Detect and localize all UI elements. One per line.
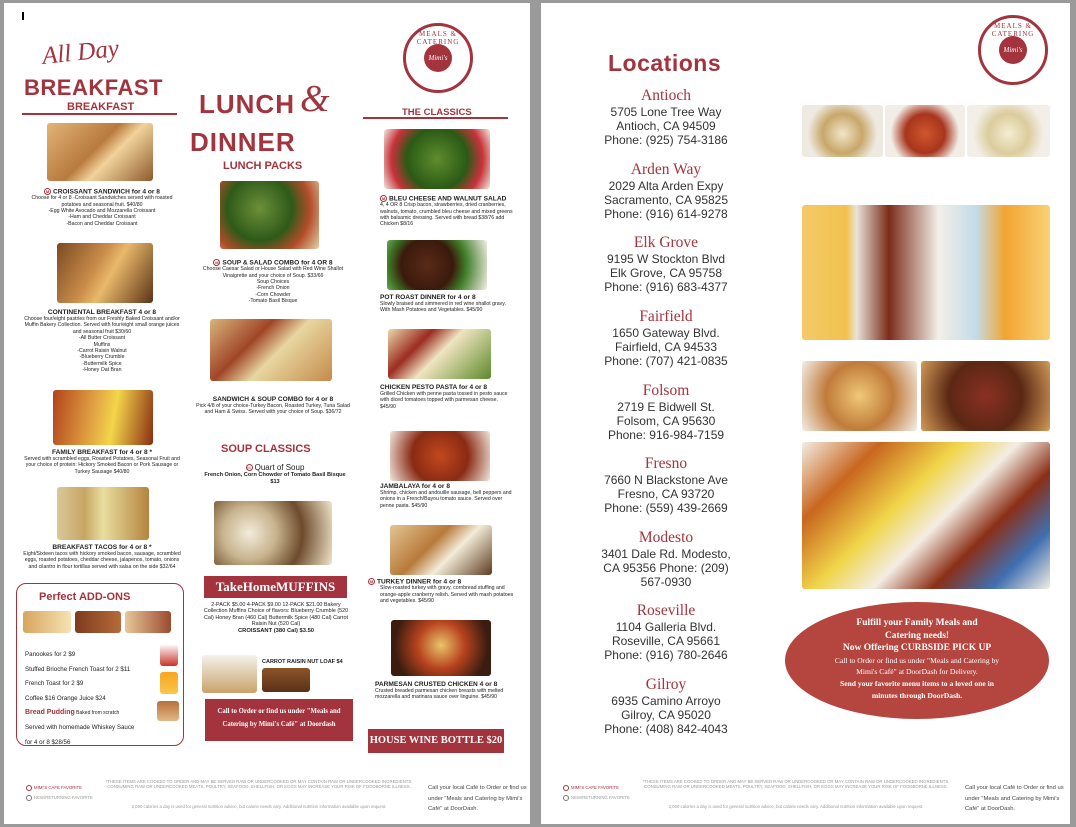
onion-soup-photo [802, 105, 883, 157]
favorite-icon [26, 785, 32, 791]
favorite-icon: M [381, 196, 386, 201]
carrot-loaf-photo [262, 668, 310, 692]
favorite-icon: M [369, 579, 374, 584]
call-note: Call your local Café to Order or find us under "Meals and Catering by Mimi's Café" at DoorDash. [965, 785, 1064, 812]
parmesan-chicken-section: PARMESAN CRUSTED CHICKEN 4 or 8 Crusted breaded parmesan chicken breasts with melted mozzarella and marinara sauce over linguine. $45/90 [375, 681, 504, 701]
addons-list: Panookes for 2 $9 Stuffed Brioche French Toast for 2 $11 French Toast for 2 $9 Coffee $16 Orange Juice $24 Bread Pudding Baked from scratch Served with homemade Whiskey Sauce for 4 or 8 $28/56 [25, 651, 135, 746]
sandwich-photo [210, 319, 332, 381]
soup-classics-heading: SOUP CLASSICS [221, 443, 311, 455]
breakfast-heading: BREAKFAST [24, 75, 163, 100]
all-day-script: All Day [40, 35, 121, 70]
croissant-section: M CROISSANT SANDWICH for 4 or 8 Choose for 4 or 8 -Croissant Sandwiches served with roasted potatoes and seasonal fruit. $40/80 -Egg White Avocado and Mozzarella Croissant -Ham and Cheddar Croissant -Bacon and Cheddar Croissant [31, 188, 173, 227]
addons-box [16, 583, 184, 746]
addons-title: Perfect ADD-ONS [39, 591, 131, 603]
location-arden-way: Arden Way 2029 Alta Arden Expy Sacramento, CA 95825 Phone: (916) 614-9278 [603, 161, 729, 222]
pesto-pasta-section: CHICKEN PESTO PASTA for 4 or 8 Grilled Chicken with penne pasta tossed in pesto sauce with diced tomatoes topped with parmesan cheese. $45/90 [380, 384, 508, 410]
new-icon [563, 795, 569, 801]
bleu-salad-section: M BLEU CHEESE AND WALNUT SALAD 4, 4 OR 8 Crisp bacon, strawberries, dried cranberries, walnuts, tomato, crumbled bleu cheese and mixed greens with balsamic dressing. Served with bread $38/76 add Chicken $8/16 [380, 195, 513, 228]
meals-catering-logo: Mimi's MEALS & CATERING [978, 15, 1048, 85]
sandwich-soup-section: SANDWICH & SOUP COMBO for 4 or 8 Pick 4/8 of your choice-Turkey Bacon, Roasted Turkey, Tuna Salad and Ham & Swiss. Served with your choice of Soup. $36/72 [196, 396, 350, 416]
disclaimer: *THESE ITEMS ARE COOKED TO ORDER AND MAY BE SERVED RAW OR UNDERCOOKED OR MAY CONTAIN RAW OR UNDERCOOKED INGREDIENTS. CONSUMING RAW OR UNDERCOOKED MEATS, POULTRY, SEAFOOD, SHELLFISH, OR EGGS MAY INCREASE YOUR RISK OF FOODBORNE ILLNESS. [105, 779, 413, 790]
turkey-dinner-photo [390, 525, 492, 575]
doordash-banner[interactable]: Call to Order or find us under "Meals and Catering by Mimi's Café" at Doordash [205, 699, 353, 741]
bread-pudding-photo [157, 701, 179, 721]
family-meal-photo [802, 442, 1050, 589]
disclaimer: *THESE ITEMS ARE COOKED TO ORDER AND MAY BE SERVED RAW OR UNDERCOOKED OR MAY CONTAIN RAW OR UNDERCOOKED INGREDIENTS. CONSUMING RAW OR UNDERCOOKED MEATS, POULTRY, SEAFOOD, SHELLFISH, OR EGGS MAY INCREASE YOUR RISK OF FOODBORNE ILLNESS. [642, 779, 950, 790]
family-breakfast-section: FAMILY BREAKFAST for 4 or 8 * Served with scrambled eggs, Roasted Potatoes, Seasonal Fruit and your choice of protein: Hickory Smoked Bacon or Pork Sausage or Turkey Sausage $40/80 [24, 449, 180, 475]
wine-banner: HOUSE WINE BOTTLE $20 [368, 729, 504, 753]
quart-soup-section: M Quart of Soup French Onion, Corn Chowder of Tomato Basil Bisque $13 [204, 463, 346, 485]
location-fresno: Fresno 7660 N Blackstone Ave Fresno, CA 93720 Phone: (559) 439-2669 [604, 455, 728, 516]
tacos-photo [57, 487, 149, 540]
location-elk-grove: Elk Grove 9195 W Stockton Blvd Elk Grove, CA 95758 Phone: (916) 683-4377 [604, 234, 728, 295]
muffins-banner: TakeHomeMUFFINS [204, 576, 347, 598]
location-folsom: Folsom 2719 E Bidwell St. Folsom, CA 95630 Phone: 916-984-7159 [607, 382, 725, 443]
jambalaya-section: JAMBALAYA for 4 or 8 Shrimp, chicken and andouille sausage, bell peppers and onions in a French/Bayou tomato sauce. Served over penne pasta. $45/90 [380, 483, 512, 509]
french-toast-photo [125, 611, 171, 633]
drinks-photo [802, 205, 1050, 340]
family-breakfast-photo [53, 390, 153, 445]
croissant-photo [47, 123, 153, 181]
breakfast-subheading: BREAKFAST [67, 101, 135, 113]
favorite-icon: M [215, 260, 219, 265]
chowder-photo [967, 105, 1050, 157]
muffins-photo [921, 361, 1050, 431]
favorite-icon: M [45, 189, 50, 194]
muffins-section: 2-PACK $5.00 4-PACK $9.00 12-PACK $21.00 Bakery Collection Muffins Choice of flavors: Blueberry Crumble (520 Cal) Honey Bran (460 Cal) Buttermilk Spice (480 Cal) Carrot Raisin Nut (520 Cal) CROISSANT (380 Cal) $3.50 [203, 602, 349, 634]
lunch-packs-heading: LUNCH PACKS [223, 160, 303, 172]
menu-page-left [4, 3, 530, 824]
ampersand: & [300, 78, 330, 120]
divider [22, 113, 177, 115]
favorite-icon: M [247, 465, 251, 471]
pancakes-photo [23, 611, 71, 633]
meals-catering-logo: Mimi's MEALS & CATERING [403, 23, 473, 93]
location-fairfield: Fairfield 1650 Gateway Blvd. Fairfield, CA 94533 Phone: (707) 421-0835 [604, 308, 728, 369]
locations-page [541, 3, 1070, 824]
carrot-loaf-label: CARROT RAISIN NUT LOAF $4 [262, 659, 343, 665]
croissants-photo [802, 361, 917, 431]
lunch-heading: LUNCH [199, 89, 295, 119]
legend: MIMI'S CAFE FAVORITE NEW/RETURNING FAVORITE [563, 785, 633, 801]
call-note: Call your local Café to Order or find us under "Meals and Catering by Mimi's Café" at DoorDash. [428, 785, 527, 812]
location-antioch: Antioch 5705 Lone Tree Way Antioch, CA 94509 Phone: (925) 754-3186 [604, 87, 728, 148]
new-icon [26, 795, 32, 801]
location-roseville: Roseville 1104 Galleria Blvd. Roseville, CA 95661 Phone: (916) 780-2646 [604, 602, 728, 663]
tomato-soup-photo [885, 105, 965, 157]
continental-section: CONTINENTAL BREAKFAST 4 or 8 Choose four/eight pastries from our Freshly Baked Croissant and/or Muffin Bakery Collection. Served with four/eight small orange juices and seasonal fruit $30/60 -All Butter Croissant Muffins -Carrot Raisin Walnut -Blueberry Crumble -Buttermilk Spice -Honey Oat Bran [24, 309, 180, 374]
muffin-box-photo [202, 655, 257, 693]
juice-photo [160, 672, 178, 694]
coffee-photo [160, 644, 178, 666]
tacos-section: BREAKFAST TACOS for 4 or 8 * Eight/Sixteen tacos with hickory smoked bacon, sausage, scrambled eggs, roasted potatoes, cheddar cheese, jalapenos, tomato, onions and cilantro in flour tortillas served with salsa on the side $32/64 [23, 544, 181, 570]
text-cursor [22, 12, 24, 20]
pesto-pasta-photo [388, 329, 491, 379]
calorie-note: 2,000 calories a day is used for general nutrition advice, but calorie needs vary. Additional nutrition information available upon request. [131, 804, 387, 809]
parmesan-chicken-photo [391, 620, 491, 676]
pot-roast-section: POT ROAST DINNER for 4 or 8 Slowly braised and simmered in red wine shallot gravy. With Mash Potatoes and Vegetables. $45/90 [380, 294, 506, 314]
locations-title: Locations [608, 50, 722, 76]
continental-photo [57, 243, 153, 303]
calorie-note: 2,000 calories a day is used for general nutrition advice, but calorie needs vary. Additional nutrition information available upon request. [668, 804, 924, 809]
bleu-salad-photo [384, 129, 490, 189]
soup-salad-section: M SOUP & SALAD COMBO for 4 OR 8 Choose Caesar Salad or House Salad with Red Wine Shallot Vinaigrette and your choice of Soup. $33/66 Soup Choices -French Onion -Corn Chowder -Tomato Basil Bisque [202, 259, 344, 305]
legend: MIMI'S CAFE FAVORITE NEW/RETURNING FAVORITE [26, 785, 96, 801]
location-modesto: Modesto 3401 Dale Rd. Modesto, CA 95356 Phone: (209) 567-0930 [601, 529, 731, 590]
soup-salad-photo [220, 181, 319, 249]
favorite-icon [563, 785, 569, 791]
dinner-heading: DINNER [190, 127, 296, 157]
pot-roast-photo [387, 240, 487, 290]
jambalaya-photo [390, 431, 490, 481]
location-gilroy: Gilroy 6935 Camino Arroyo Gilroy, CA 95020 Phone: (408) 842-4043 [604, 676, 728, 737]
classics-heading: THE CLASSICS [402, 107, 472, 118]
turkey-dinner-section: M TURKEY DINNER for 4 or 8 Slow-roasted turkey with gravy, cornbread stuffing and orange-apple cranberry relish. Served with mash potatoes and vegetables. $45/90 [369, 578, 514, 605]
sausage-photo [75, 611, 121, 633]
soup-photo [214, 501, 332, 565]
curbside-oval: Fulfill your Family Meals and Catering needs! Now Offering CURBSIDE PICK UP Call to Order or find us under "Meals and Catering by Mimi's Café" at DoorDash for Delivery. Send your favorite menu items to a loved one in minutes through DoorDash. [785, 602, 1049, 719]
